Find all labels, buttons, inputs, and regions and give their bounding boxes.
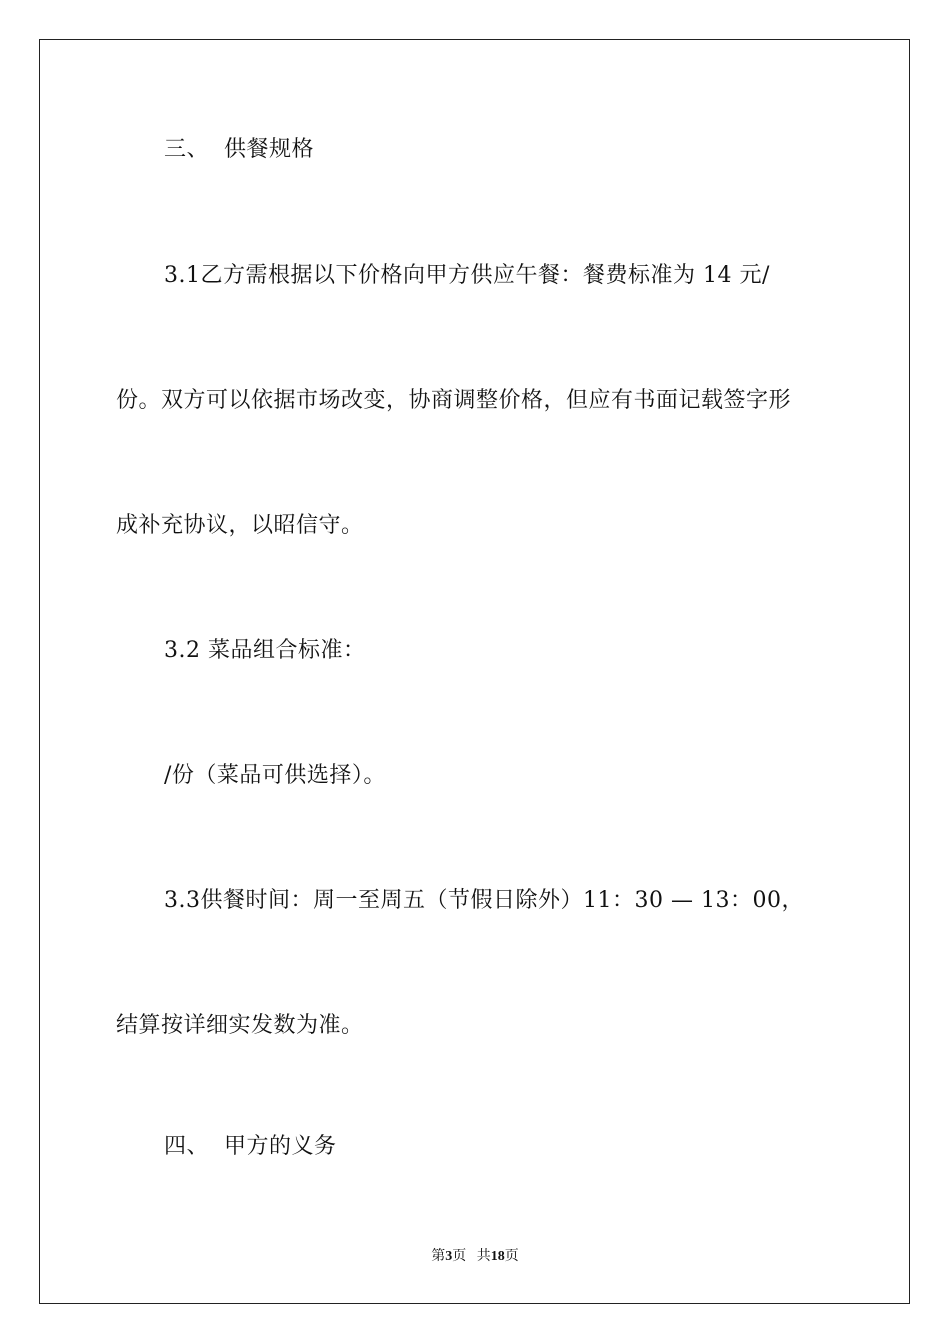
paragraph-3-1-line-1: 3.1乙方需根据以下价格向甲方供应午餐：餐费标准为 14 元/ bbox=[164, 263, 770, 288]
paragraph-3-2: 3.2 菜品组合标准： bbox=[164, 638, 366, 663]
paragraph-3-1-line-2: 份。双方可以依据市场改变，协商调整价格，但应有书面记载签字形 bbox=[116, 388, 792, 413]
paragraph-3-1-line-3: 成补充协议，以昭信守。 bbox=[116, 513, 364, 538]
section-heading-3: 三、 供餐规格 bbox=[164, 137, 314, 162]
paragraph-3-3-line-1: 3.3供餐时间：周一至周五（节假日除外）11：30 — 13：00， bbox=[164, 888, 804, 913]
footer-total-number: 18 bbox=[490, 1249, 505, 1264]
footer-page-number: 3 bbox=[445, 1249, 453, 1264]
page-border bbox=[39, 39, 910, 1304]
page-footer bbox=[0, 1247, 950, 1267]
section-heading-4: 四、 甲方的义务 bbox=[164, 1134, 337, 1159]
footer-page-prefix: 第 bbox=[431, 1249, 446, 1264]
paragraph-3-2-detail: /份（菜品可供选择）。 bbox=[164, 763, 386, 788]
paragraph-3-3-line-2: 结算按详细实发数为准。 bbox=[116, 1013, 364, 1038]
footer-page-suffix: 页 bbox=[452, 1249, 467, 1264]
footer-total-prefix: 共 bbox=[476, 1249, 491, 1264]
footer-total-suffix: 页 bbox=[504, 1249, 519, 1264]
